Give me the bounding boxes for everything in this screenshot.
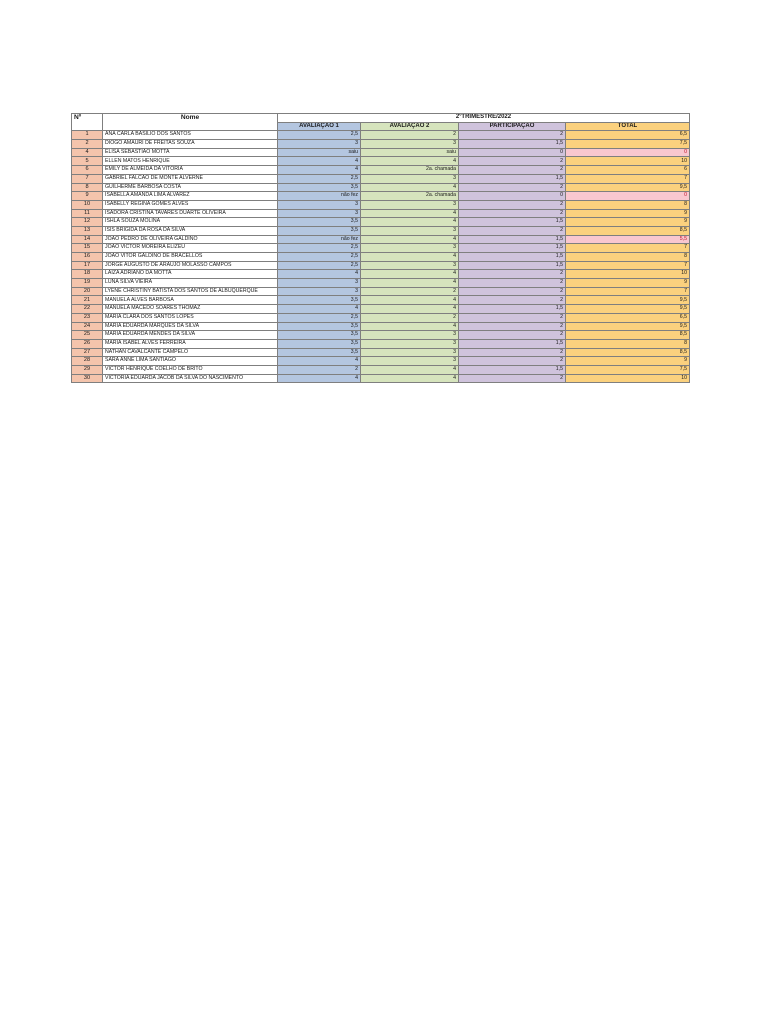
participacao-score: 2 <box>459 226 566 235</box>
table-row <box>72 296 690 305</box>
table-row <box>72 157 690 166</box>
student-name: ELISA SEBASTIÃO MOTTA <box>103 148 278 157</box>
student-name: ISADORA CRISTINA TAVARES DUARTE OLIVEIRA <box>103 209 278 218</box>
student-number: 17 <box>72 261 103 270</box>
table-row <box>72 183 690 192</box>
participacao-score: 2 <box>459 313 566 322</box>
student-name: VICTORIA EDUARDA JACOB DA SILVA DO NASCIMENTO <box>103 374 278 383</box>
avaliacao1-score: 2,5 <box>278 174 361 183</box>
table-row <box>72 313 690 322</box>
avaliacao2-score: 3 <box>361 140 459 149</box>
student-name: MARIA EDUARDA MENDES DA SILVA <box>103 331 278 340</box>
avaliacao2-score: 4 <box>361 365 459 374</box>
participacao-score: 2 <box>459 296 566 305</box>
participacao-score: 1,5 <box>459 218 566 227</box>
avaliacao2-score: 3 <box>361 261 459 270</box>
student-number: 8 <box>72 183 103 192</box>
participacao-score: 2 <box>459 209 566 218</box>
table-row <box>72 339 690 348</box>
avaliacao1-score: 4 <box>278 357 361 366</box>
avaliacao2-score: 3 <box>361 226 459 235</box>
total-score: 6,5 <box>566 313 690 322</box>
student-name: JOÃO VICTOR MOREIRA ELIZEU <box>103 244 278 253</box>
total-score: 7 <box>566 261 690 270</box>
participacao-score: 2 <box>459 348 566 357</box>
total-score: 5,5 <box>566 235 690 244</box>
table-row <box>72 226 690 235</box>
number-column-header: Nº <box>72 114 103 131</box>
total-score: 10 <box>566 157 690 166</box>
student-number: 1 <box>72 131 103 140</box>
table-row <box>72 365 690 374</box>
total-score: 7 <box>566 174 690 183</box>
table-row <box>72 235 690 244</box>
student-number: 18 <box>72 270 103 279</box>
participacao-score: 2 <box>459 322 566 331</box>
student-number: 25 <box>72 331 103 340</box>
table-row <box>72 209 690 218</box>
student-name: VICTOR HENRIQUE COELHO DE BRITO <box>103 365 278 374</box>
table-row <box>72 174 690 183</box>
participacao-score: 2 <box>459 374 566 383</box>
student-number: 16 <box>72 253 103 262</box>
participacao-score: 2 <box>459 200 566 209</box>
student-number: 6 <box>72 166 103 175</box>
avaliacao2-score: 4 <box>361 253 459 262</box>
student-number: 19 <box>72 279 103 288</box>
name-column-header: Nome <box>103 114 278 131</box>
table-row <box>72 348 690 357</box>
student-name: LUNA SILVA VIEIRA <box>103 279 278 288</box>
student-number: 12 <box>72 218 103 227</box>
student-number: 26 <box>72 339 103 348</box>
student-number: 2 <box>72 140 103 149</box>
student-number: 23 <box>72 313 103 322</box>
total-score: 9,5 <box>566 296 690 305</box>
participacao-score: 1,5 <box>459 140 566 149</box>
student-number: 13 <box>72 226 103 235</box>
student-number: 27 <box>72 348 103 357</box>
avaliacao2-score: 3 <box>361 357 459 366</box>
participacao-score: 2 <box>459 166 566 175</box>
avaliacao1-score: 4 <box>278 305 361 314</box>
table-row <box>72 148 690 157</box>
avaliacao1-score: 3 <box>278 200 361 209</box>
avaliacao1-score: 3,5 <box>278 339 361 348</box>
avaliacao2-score: 4 <box>361 374 459 383</box>
avaliacao1-score: 2,5 <box>278 131 361 140</box>
avaliacao1-score: 3 <box>278 287 361 296</box>
avaliacao1-score: saiu <box>278 148 361 157</box>
total-score: 9,5 <box>566 322 690 331</box>
grade-sheet <box>71 113 690 383</box>
total-score: 0 <box>566 192 690 201</box>
avaliacao2-score: 3 <box>361 348 459 357</box>
student-number: 14 <box>72 235 103 244</box>
avaliacao1-score: 4 <box>278 166 361 175</box>
participacao-score: 1,5 <box>459 244 566 253</box>
avaliacao2-score: 4 <box>361 270 459 279</box>
student-number: 5 <box>72 157 103 166</box>
total-score: 8 <box>566 253 690 262</box>
student-name: MANUELA ALVES BARBOSA <box>103 296 278 305</box>
participacao-score: 2 <box>459 331 566 340</box>
participacao-score: 1,5 <box>459 339 566 348</box>
avaliacao1-score: 3,5 <box>278 296 361 305</box>
total-score: 6,5 <box>566 131 690 140</box>
student-name: MANUELA MACEDO SOARES THOMAZ <box>103 305 278 314</box>
total-score: 9 <box>566 209 690 218</box>
student-number: 30 <box>72 374 103 383</box>
total-score: 8,5 <box>566 226 690 235</box>
total-score: 7,5 <box>566 140 690 149</box>
table-row <box>72 131 690 140</box>
avaliacao2-score: 4 <box>361 279 459 288</box>
participacao-score: 2 <box>459 183 566 192</box>
avaliacao1-column-header: AVALIAÇÃO 1 <box>278 122 361 131</box>
student-name: JOÃO PEDRO DE OLIVEIRA GALDINO <box>103 235 278 244</box>
total-score: 7 <box>566 244 690 253</box>
avaliacao2-score: 2 <box>361 313 459 322</box>
total-score: 10 <box>566 270 690 279</box>
avaliacao2-score: saiu <box>361 148 459 157</box>
participacao-score: 1,5 <box>459 305 566 314</box>
participacao-column-header: PARTICIPAÇÃO <box>459 122 566 131</box>
avaliacao1-score: não fez <box>278 235 361 244</box>
table-row <box>72 287 690 296</box>
table-row <box>72 166 690 175</box>
student-name: GUILHERME BARBOSA COSTA <box>103 183 278 192</box>
total-score: 9 <box>566 357 690 366</box>
avaliacao2-column-header: AVALIAÇÃO 2 <box>361 122 459 131</box>
student-name: LAIZA ADRIANO DA MOTTA <box>103 270 278 279</box>
student-number: 10 <box>72 200 103 209</box>
table-row <box>72 261 690 270</box>
student-number: 29 <box>72 365 103 374</box>
participacao-score: 1,5 <box>459 235 566 244</box>
avaliacao1-score: 4 <box>278 270 361 279</box>
avaliacao1-score: 2,5 <box>278 313 361 322</box>
table-row <box>72 253 690 262</box>
student-number: 15 <box>72 244 103 253</box>
participacao-score: 1,5 <box>459 365 566 374</box>
student-number: 28 <box>72 357 103 366</box>
total-score: 7,5 <box>566 365 690 374</box>
student-name: MARIA CLARA DOS SANTOS LOPES <box>103 313 278 322</box>
avaliacao1-score: 3,5 <box>278 348 361 357</box>
student-number: 20 <box>72 287 103 296</box>
avaliacao1-score: 4 <box>278 374 361 383</box>
avaliacao2-score: 3 <box>361 244 459 253</box>
avaliacao2-score: 2 <box>361 131 459 140</box>
total-score: 10 <box>566 374 690 383</box>
avaliacao2-score: 4 <box>361 183 459 192</box>
student-name: EMILY DE ALMEIDA DA VITÓRIA <box>103 166 278 175</box>
table-row <box>72 279 690 288</box>
student-number: 22 <box>72 305 103 314</box>
student-name: GABRIEL FALCÃO DE MONTE ALVERNE <box>103 174 278 183</box>
participacao-score: 1,5 <box>459 261 566 270</box>
avaliacao2-score: 4 <box>361 296 459 305</box>
avaliacao2-score: 4 <box>361 209 459 218</box>
table-row <box>72 357 690 366</box>
avaliacao2-score: 2a. chamada <box>361 192 459 201</box>
total-score: 9 <box>566 279 690 288</box>
avaliacao1-score: não fez <box>278 192 361 201</box>
student-name: ISABELLY REGINA GOMES ALVES <box>103 200 278 209</box>
total-score: 9 <box>566 218 690 227</box>
avaliacao2-score: 2a. chamada <box>361 166 459 175</box>
student-name: SARA ANNE LIMA SANTIAGO <box>103 357 278 366</box>
participacao-score: 2 <box>459 157 566 166</box>
student-number: 7 <box>72 174 103 183</box>
student-name: JOÃO VITOR GALDINO DE BRACELLOS <box>103 253 278 262</box>
student-name: MARIA EDUARDA MARQUES DA SILVA <box>103 322 278 331</box>
total-score: 8,5 <box>566 348 690 357</box>
participacao-score: 1,5 <box>459 253 566 262</box>
total-score: 8,5 <box>566 331 690 340</box>
avaliacao2-score: 4 <box>361 305 459 314</box>
table-row <box>72 244 690 253</box>
avaliacao1-score: 2 <box>278 365 361 374</box>
total-score: 8 <box>566 200 690 209</box>
student-number: 24 <box>72 322 103 331</box>
avaliacao2-score: 4 <box>361 235 459 244</box>
avaliacao2-score: 3 <box>361 200 459 209</box>
student-name: DIOGO AMAURI DE FREITAS SOUZA <box>103 140 278 149</box>
avaliacao2-score: 4 <box>361 218 459 227</box>
total-score: 7 <box>566 287 690 296</box>
grade-sheet-body <box>72 114 690 383</box>
total-score: 0 <box>566 148 690 157</box>
student-number: 9 <box>72 192 103 201</box>
avaliacao1-score: 2,5 <box>278 261 361 270</box>
table-row <box>72 192 690 201</box>
student-number: 11 <box>72 209 103 218</box>
avaliacao2-score: 2 <box>361 287 459 296</box>
avaliacao1-score: 3,5 <box>278 183 361 192</box>
avaliacao1-score: 3 <box>278 279 361 288</box>
participacao-score: 2 <box>459 270 566 279</box>
period-header: 2ºTRIMESTRE/2022 <box>278 114 690 123</box>
table-row <box>72 374 690 383</box>
table-row <box>72 218 690 227</box>
participacao-score: 0 <box>459 148 566 157</box>
student-name: ELLEN MATOS HENRIQUE <box>103 157 278 166</box>
avaliacao1-score: 3,5 <box>278 226 361 235</box>
avaliacao2-score: 3 <box>361 331 459 340</box>
avaliacao1-score: 3 <box>278 209 361 218</box>
participacao-score: 0 <box>459 192 566 201</box>
student-number: 4 <box>72 148 103 157</box>
avaliacao2-score: 4 <box>361 157 459 166</box>
table-row <box>72 331 690 340</box>
avaliacao2-score: 3 <box>361 339 459 348</box>
participacao-score: 2 <box>459 279 566 288</box>
participacao-score: 2 <box>459 131 566 140</box>
table-row <box>72 322 690 331</box>
avaliacao1-score: 4 <box>278 157 361 166</box>
student-name: ANA CARLA BASILIO DOS SANTOS <box>103 131 278 140</box>
student-name: ISABELLA AMANDA LIMA ALVAREZ <box>103 192 278 201</box>
table-row <box>72 270 690 279</box>
table-row <box>72 200 690 209</box>
avaliacao1-score: 2,5 <box>278 253 361 262</box>
avaliacao1-score: 2,5 <box>278 244 361 253</box>
avaliacao1-score: 3,5 <box>278 331 361 340</box>
total-score: 9,5 <box>566 305 690 314</box>
avaliacao1-score: 3 <box>278 140 361 149</box>
participacao-score: 1,5 <box>459 174 566 183</box>
total-score: 6 <box>566 166 690 175</box>
student-number: 21 <box>72 296 103 305</box>
student-name: NATHAN CAVALCANTE CAMPELO <box>103 348 278 357</box>
table-row <box>72 305 690 314</box>
student-name: MARIA ISABEL ALVES FERREIRA <box>103 339 278 348</box>
participacao-score: 2 <box>459 287 566 296</box>
student-name: JORGE AUGUSTO DE ARAUJO MOLASSO CAMPOS <box>103 261 278 270</box>
participacao-score: 2 <box>459 357 566 366</box>
avaliacao2-score: 4 <box>361 322 459 331</box>
header-row-1 <box>72 114 690 123</box>
total-score: 9,5 <box>566 183 690 192</box>
avaliacao1-score: 3,5 <box>278 218 361 227</box>
total-column-header: TOTAL <box>566 122 690 131</box>
avaliacao1-score: 3,5 <box>278 322 361 331</box>
student-name: ISIS BRIGIDA DA ROSA DA SILVA <box>103 226 278 235</box>
table-row <box>72 140 690 149</box>
student-name: LYENE CHRISTINY BATISTA DOS SANTOS DE ALBUQUERQUE <box>103 287 278 296</box>
total-score: 8 <box>566 339 690 348</box>
student-name: ISHLA SOUZA MOLINA <box>103 218 278 227</box>
avaliacao2-score: 3 <box>361 174 459 183</box>
